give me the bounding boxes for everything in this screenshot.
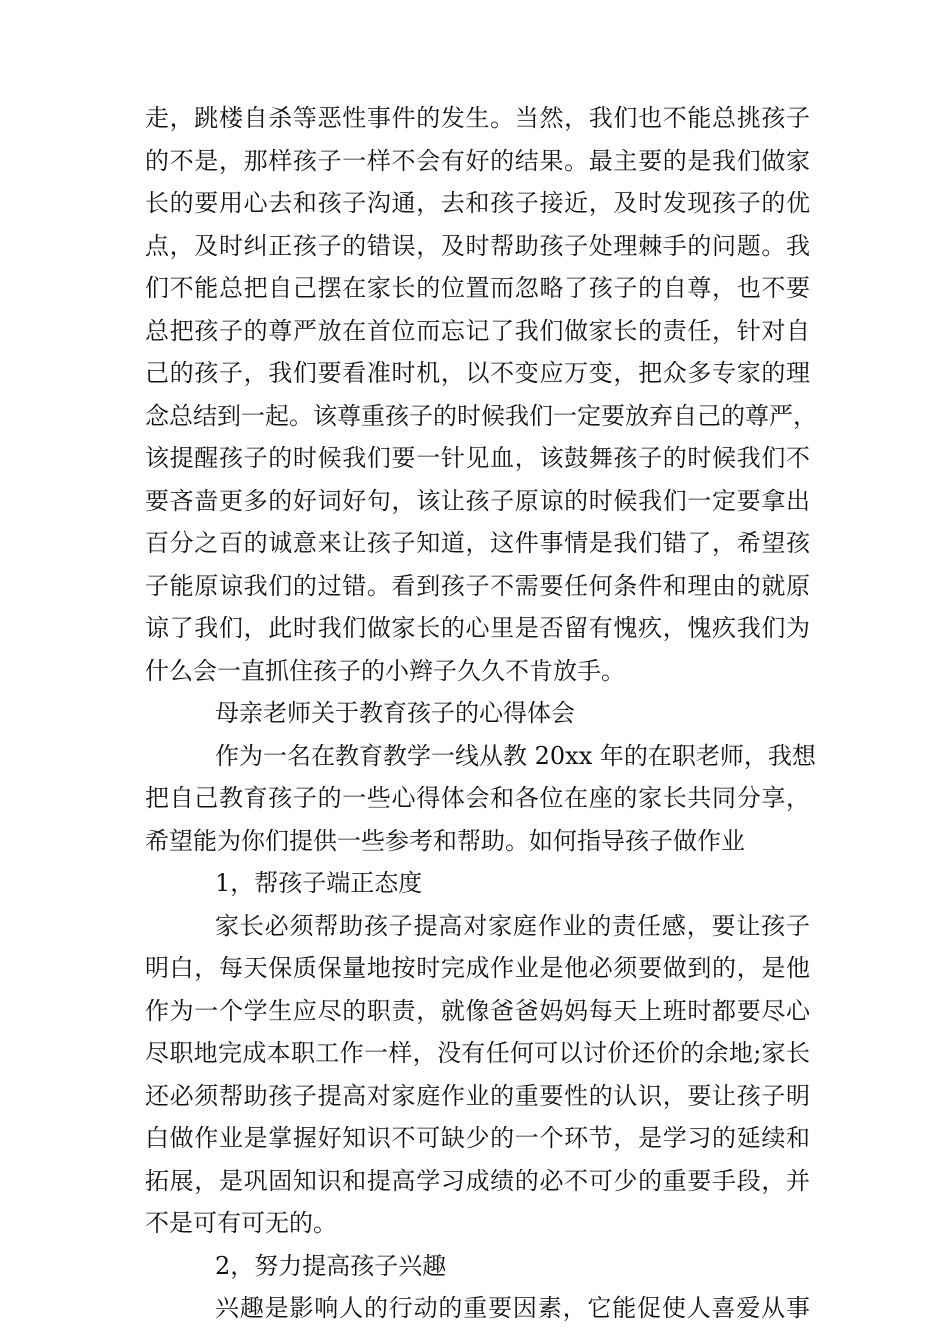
text-line: 点，及时纠正孩子的错误，及时帮助孩子处理棘手的问题。我 — [145, 231, 810, 260]
text-line: 总把孩子的尊严放在首位而忘记了我们做家长的责任，针对自 — [145, 316, 810, 345]
text-line: 拓展，是巩固知识和提高学习成绩的必不可少的重要手段，并 — [145, 1166, 810, 1195]
text-line: 子能原谅我们的过错。看到孩子不需要任何条件和理由的就原 — [145, 571, 810, 600]
text-line: 把自己教育孩子的一些心得体会和各位在座的家长共同分享， — [145, 784, 810, 812]
text-line: 明白，每天保质保量地按时完成作业是他必须要做到的，是他 — [145, 954, 810, 982]
text-line: 作为一名在教育教学一线从教 20xx 年的在职老师，我想 — [215, 741, 816, 770]
text-line: 还必须帮助孩子提高对家庭作业的重要性的认识，要让孩子明 — [145, 1081, 810, 1110]
text-line: 作为一个学生应尽的职责，就像爸爸妈妈每天上班时都要尽心 — [145, 996, 810, 1025]
text-line: 白做作业是掌握好知识不可缺少的一个环节，是学习的延续和 — [145, 1124, 810, 1152]
text-line: 念总结到一起。该尊重孩子的时候我们一定要放弃自己的尊严， — [145, 401, 817, 430]
text-line: 母亲老师关于教育孩子的心得体会 — [215, 699, 575, 727]
text-line: 什么会一直抓住孩子的小辫子久久不肯放手。 — [145, 656, 625, 685]
document-body — [145, 97, 817, 1330]
text-line: 不是可有可无的。 — [145, 1209, 337, 1237]
text-line: 要吝啬更多的好词好句，该让孩子原谅的时候我们一定要拿出 — [145, 486, 810, 515]
text-line: 家长必须帮助孩子提高对家庭作业的责任感，要让孩子 — [215, 911, 810, 940]
text-line: 的不是，那样孩子一样不会有好的结果。最主要的是我们做家 — [145, 146, 810, 175]
text-line: 走，跳楼自杀等恶性事件的发生。当然，我们也不能总挑孩子 — [145, 104, 810, 132]
text-line: 兴趣是影响人的行动的重要因素，它能促使人喜爱从事 — [215, 1294, 810, 1322]
text-line: 1，帮孩子端正态度 — [215, 869, 423, 897]
text-line: 希望能为你们提供一些参考和帮助。如何指导孩子做作业 — [145, 826, 745, 855]
text-line: 长的要用心去和孩子沟通，去和孩子接近，及时发现孩子的优 — [145, 189, 810, 217]
text-line: 该提醒孩子的时候我们要一针见血，该鼓舞孩子的时候我们不 — [145, 444, 810, 472]
text-line: 2，努力提高孩子兴趣 — [215, 1251, 447, 1280]
text-line: 己的孩子，我们要看准时机，以不变应万变，把众多专家的理 — [145, 359, 810, 387]
text-line: 们不能总把自己摆在家长的位置而忽略了孩子的自尊，也不要 — [145, 274, 810, 302]
text-line: 百分之百的诚意来让孩子知道，这件事情是我们错了，希望孩 — [145, 529, 810, 557]
text-line: 尽职地完成本职工作一样，没有任何可以讨价还价的余地;家长 — [145, 1039, 810, 1067]
text-line: 谅了我们，此时我们做家长的心里是否留有愧疚，愧疚我们为 — [145, 614, 810, 642]
